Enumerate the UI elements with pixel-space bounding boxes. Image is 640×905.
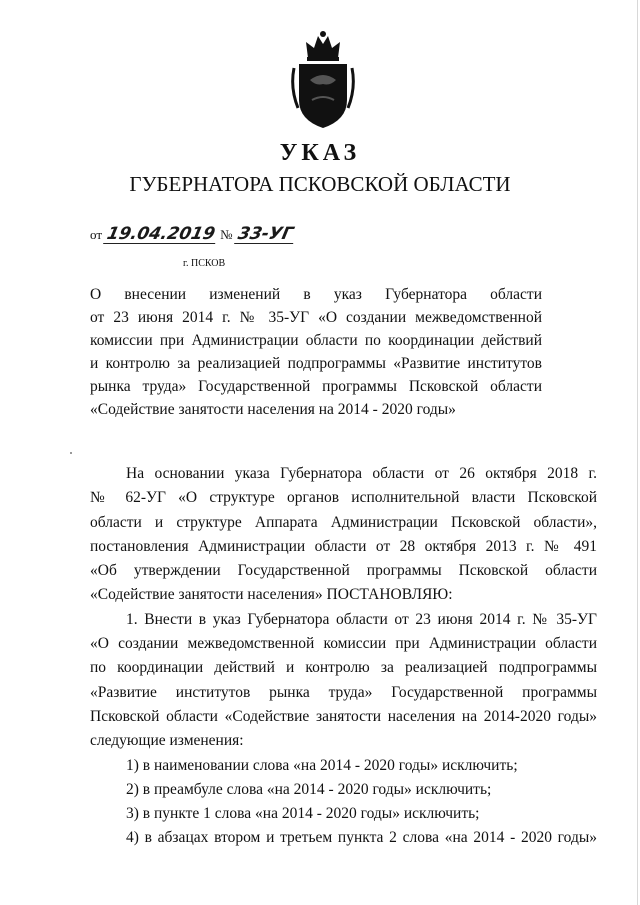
decree-title: УКАЗ [279, 140, 361, 166]
decree-topic [90, 283, 542, 421]
decree-date: 19.04.2019 [105, 224, 218, 244]
body-line: 4) в абзацах втором и третьем пункта 2 слова «на 2014 - 2020 годы» [126, 829, 597, 847]
body-line: На основании указа Губернатора области от 26 октября 2018 г. [126, 465, 597, 482]
decree-dateline [90, 226, 294, 244]
decree-issuer: ГУБЕРНАТОРА ПСКОВСКОЙ ОБЛАСТИ [129, 172, 511, 196]
body-line: области и структуре Аппарата Администрации Псковской области», [90, 513, 597, 531]
decree-city: г. ПСКОВ [183, 258, 226, 269]
body-line: 3) в пункте 1 слова «на 2014 - 2020 годы» исключить; [126, 805, 480, 823]
topic-line: «Содействие занятости населения на 2014 - 2020 годы» [90, 401, 456, 418]
body-line: по координации действий и контролю за реализацией подпрограммы [90, 659, 597, 677]
scan-edge [637, 0, 638, 905]
body-line: Псковской области «Содействие занятости населения на 2014-2020 годы» [90, 707, 597, 725]
pskov-coat-of-arms-icon [290, 28, 356, 130]
number-prefix: № [220, 227, 233, 242]
topic-line: рынка труда» Государственной программы Псковской области [90, 378, 542, 395]
topic-line: и контролю за реализацией подпрограммы «Развитие институтов [90, 355, 542, 372]
topic-line: от 23 июня 2014 г. № 35-УГ «О создании межведомственной [90, 309, 542, 326]
body-line: «Развитие институтов рынка труда» Государственной программы [90, 683, 597, 701]
body-line: 2) в преамбуле слова «на 2014 - 2020 годы» исключить; [126, 780, 492, 798]
decree-number: 33-УГ [235, 224, 295, 244]
body-line: № 62-УГ «О структуре органов исполнительной власти Псковской [90, 489, 597, 507]
decree-body [90, 462, 597, 851]
date-prefix: от [90, 227, 103, 242]
body-line: «Об утверждении Государственной программы Псковской области [90, 562, 597, 580]
body-line: 1) в наименовании слова «на 2014 - 2020 годы» исключить; [126, 756, 518, 774]
body-line: «О создании межведомственной комиссии при Администрации области [90, 635, 597, 653]
topic-line: О внесении изменений в указ Губернатора области [90, 286, 542, 303]
topic-line: комиссии при Администрации области по координации действий [90, 332, 542, 349]
body-line: 1. Внести в указ Губернатора области от 23 июня 2014 г. № 35-УГ [126, 610, 597, 628]
body-line: постановления Администрации области от 28 октября 2013 г. № 491 [90, 537, 597, 555]
body-line: «Содействие занятости населения» ПОСТАНОВЛЯЮ: [90, 586, 453, 604]
body-line: следующие изменения: [90, 732, 244, 750]
margin-mark [70, 452, 72, 454]
